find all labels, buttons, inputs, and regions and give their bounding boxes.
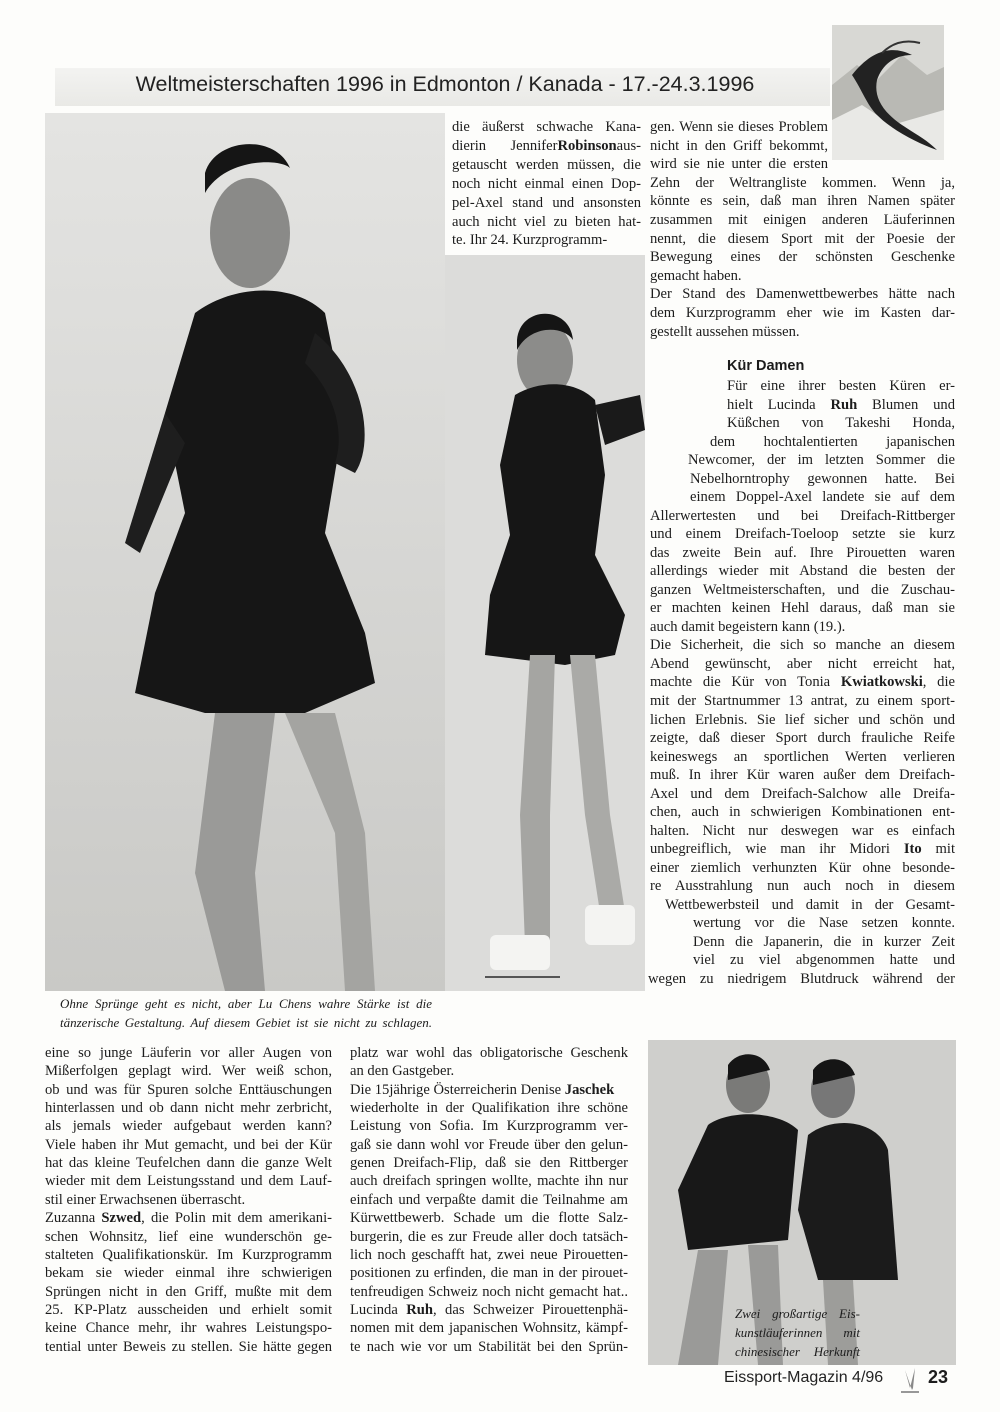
text-line: mit der Startnummer 13 antrat, zu einem sport- <box>650 693 955 709</box>
text-line: ganzen Weltmeisterschaften, und die Zuschau- <box>650 581 955 598</box>
skater-footer-icon <box>897 1366 923 1396</box>
magazine-footer: Eissport-Magazin 4/96 <box>724 1369 884 1386</box>
caption-line: Ohne Sprünge geht es nicht, aber Lu Chens wahre Stärke ist die <box>60 996 432 1011</box>
text-line: Newcomer, der im letzten Sommer die <box>688 452 955 469</box>
text-line: einem Doppel-Axel landete sie auf dem <box>690 489 955 506</box>
text-line: auch damit begeistern kann (19.). <box>650 618 846 635</box>
text-line: zeigte, daß dieser Sport durch frauliche Reife <box>650 730 955 747</box>
text-line: getauscht werden müssen, die <box>452 156 641 173</box>
text-line: wird sie nie unter die ersten <box>650 156 828 173</box>
text-line: Wettbewerbsteil und damit in der Gesamt- <box>665 896 955 913</box>
page-number: 23 <box>928 1367 949 1387</box>
caption-line: kunstläuferinnen mit <box>735 1325 860 1340</box>
text-line: dierin JenniferRobinsonaus- <box>452 137 641 154</box>
text-line: das zweite Bein auf. Ihre Pirouetten waren <box>650 544 955 561</box>
text-line: wegen zu niedrigem Blutdruck während der <box>648 970 955 987</box>
text-line: Bewegung eines der schönsten Geschenke <box>650 249 955 266</box>
text-line: platz war wohl das obligatorische Geschenk <box>350 1045 628 1061</box>
text-line: zusammen mit einigen anderen Läuferinnen <box>650 212 955 228</box>
text-line: nicht in den Griff bekommt, <box>650 137 828 154</box>
text-line: er machten keinen Hehl daraus, daß man sie <box>650 600 955 617</box>
text-line: einfach und verpaßte damit die Teilnahme am <box>350 1191 628 1208</box>
text-line: auch nicht viel zu bieten hat- <box>452 213 641 230</box>
text-line: ob und was für Spuren solche Enttäuschungen <box>45 1081 332 1098</box>
text-line: Abend gewünscht, aber nicht erreicht hat, <box>650 655 955 672</box>
text-line: Sprüngen nicht in den Griff, mußte mit dem <box>45 1283 332 1300</box>
skater-name: Jaschek <box>564 1081 615 1098</box>
text-line: an den Gastgeber. <box>350 1063 455 1080</box>
text-line: Zuzanna Szwed, die Polin mit dem amerikani- <box>45 1210 332 1227</box>
skater-name: Szwed <box>101 1210 142 1227</box>
text-line: Nebelhorntrophy gewonnen hatte. Bei <box>690 470 955 487</box>
text-line: burgerin, die es zur Freude aller doch tatsäch- <box>350 1228 628 1245</box>
text-line: könnte es sein, daß man ihren Namen später <box>650 193 955 210</box>
skater-photo-second <box>445 255 645 991</box>
text-line: Zehn der Weltrangliste kommen. Wenn ja, <box>650 174 955 191</box>
text-line: gestellt aussehen müssen. <box>650 323 800 340</box>
text-line: Viele haben ihr Mut gemacht, und bei der Kür <box>45 1136 332 1153</box>
text-line: Leistung von Sofia. Im Kurzprogramm ver- <box>350 1118 628 1135</box>
text-line: dem hochtalentierten japanischen <box>710 433 955 450</box>
text-line: Die 15jährige Österreicherin Denise Jaschek <box>350 1081 615 1098</box>
text-line: hinterlassen und ob dann nicht mehr zerbricht, <box>45 1100 332 1117</box>
text-line: hielt Lucinda Ruh Blumen und <box>727 396 955 413</box>
text-line: hat das kleine Teufelchen dann die ganze Welt <box>45 1155 332 1172</box>
text-line: te. Ihr 24. Kurzprogramm- <box>452 232 608 249</box>
text-line: die äußerst schwache Kana- <box>452 119 641 135</box>
text-line: pel-Axel stand und ansonsten <box>452 194 641 211</box>
text-line: Für eine ihrer besten Küren er- <box>727 378 955 394</box>
text-line: Mißerfolgen geplagt wird. Wer weiß schon, <box>45 1063 332 1080</box>
text-line: re Ausstrahlung nun auch noch in diesem <box>650 878 955 895</box>
text-line: gen. Wenn sie dieses Problem <box>650 119 828 135</box>
caption-line: Zwei großartige Eis- <box>735 1306 860 1321</box>
text-line: lich noch geschafft hat, zwei neue Pirouetten- <box>350 1246 628 1263</box>
text-line: bekam sie wieder einmal ihre schwierigen <box>45 1265 332 1282</box>
text-line: stil einer Erwachsenen überrascht. <box>45 1191 246 1208</box>
caption-line: tänzerische Gestaltung. Auf diesem Gebiet ist sie nicht zu schlagen. <box>60 1015 432 1030</box>
text-line: Die Sicherheit, die sich so manche an diesem <box>650 637 955 654</box>
text-line: eine so junge Läuferin vor aller Augen von <box>45 1045 332 1061</box>
text-line: 25. KP-Platz ausscheiden und erhielt somit <box>45 1301 332 1318</box>
skater-logo-icon <box>832 25 944 160</box>
text-line: wiederholte in der Qualifikation ihre schöne <box>350 1100 628 1117</box>
text-line: allerdings wieder mit Abstand die besten der <box>650 563 955 580</box>
text-line: muß. In ihrer Kür waren außer dem Dreifach- <box>650 767 955 784</box>
text-line: Allerwertesten und bei Dreifach-Rittberger <box>650 507 955 524</box>
skater-name: Ruh <box>406 1301 433 1318</box>
text-line: auch dreifach springen wollte, machte ihn nur <box>350 1173 628 1190</box>
text-line: stalteten Qualifikationskür. Im Kurzprogramm <box>45 1246 332 1263</box>
skater-name: Kwiatkowski <box>840 674 923 691</box>
skater-name: Ruh <box>830 396 858 413</box>
text-line: dem Kurzprogramm eher wie im Kasten dar- <box>650 305 955 321</box>
text-line: halten. Nicht nur deswegen war es einfach <box>650 822 955 839</box>
text-line: schen Wohnsitz, lief eine wunderschön ge- <box>45 1228 332 1245</box>
text-line: viel zu viel abgenommen hatte und <box>693 952 955 969</box>
page-title: Weltmeisterschaften 1996 in Edmonton / Kanada - 17.-24.3.1996 <box>135 72 755 96</box>
text-line: Axel und dem Dreifach-Salchow alle Dreifa- <box>650 785 955 802</box>
text-line: unbegreiflich, wie man ihr Midori Ito mit <box>650 841 955 858</box>
text-line: wertung vor die Nase setzen konnte. <box>693 915 955 932</box>
text-line: gaß sie dann wohl vor Freude über den gelun- <box>350 1136 628 1153</box>
text-line: keineswegs an sportlichen Werten verlieren <box>650 748 955 765</box>
text-line: Lucinda Ruh, das Schweizer Pirouettenphä- <box>350 1301 628 1318</box>
text-line: nennt, die diesem Sport mit der Poesie der <box>650 230 955 247</box>
skater-photo-main <box>45 113 445 991</box>
text-line: te nach wie vor um Stabilität bei den Sprün- <box>350 1338 628 1355</box>
text-line: wieder mit dem Leistungsstand und dem Lauf- <box>45 1173 332 1190</box>
text-line: tential unter Beweis zu stellen. Sie hätte gegen <box>45 1338 332 1355</box>
caption-line: chinesischer Herkunft <box>735 1344 860 1359</box>
text-line: chen, auch in schwierigen Kombinationen ent- <box>650 804 955 821</box>
text-line: noch nicht einmal einen Dop- <box>452 175 641 192</box>
text-line: Kürwettbewerb. Schade um die flotte Salz- <box>350 1210 628 1227</box>
text-line: einer ziemlich verhunzten Kür ohne besonde- <box>650 859 955 876</box>
skater-name: Ito <box>903 841 922 858</box>
text-line: Küßchen von Takeshi Honda, <box>727 415 955 432</box>
text-line: und einem Dreifach-Toeloop setzte sie kurz <box>650 526 955 543</box>
text-line: gemacht haben. <box>650 267 742 284</box>
text-line: nomen mit dem japanischen Wohnsitz, kämpf- <box>350 1320 628 1337</box>
text-line: machte die Kür von Tonia Kwiatkowski, die <box>650 674 955 691</box>
text-line: genen Dreifach-Flip, daß sie den Rittberger <box>350 1155 628 1172</box>
text-line: Der Stand des Damenwettbewerbes hätte nach <box>650 286 955 303</box>
text-line: lichen Erlebnis. Sie lief sicher und schön und <box>650 711 955 728</box>
text-line: positionen zu erfinden, die man in der pirouet- <box>350 1265 628 1282</box>
text-line: tenfreudigen Schweiz noch nicht gemacht hat.. <box>350 1283 628 1300</box>
skater-name: Robinson <box>557 137 617 154</box>
text-line: keine Chance mehr, ihr wahres Leistungspo- <box>45 1320 332 1337</box>
text-line: als jemals wieder aufgebaut werden kann? <box>45 1118 332 1135</box>
section-heading: Kür Damen <box>727 358 805 374</box>
text-line: Denn die Japanerin, die in kurzer Zeit <box>693 933 955 950</box>
